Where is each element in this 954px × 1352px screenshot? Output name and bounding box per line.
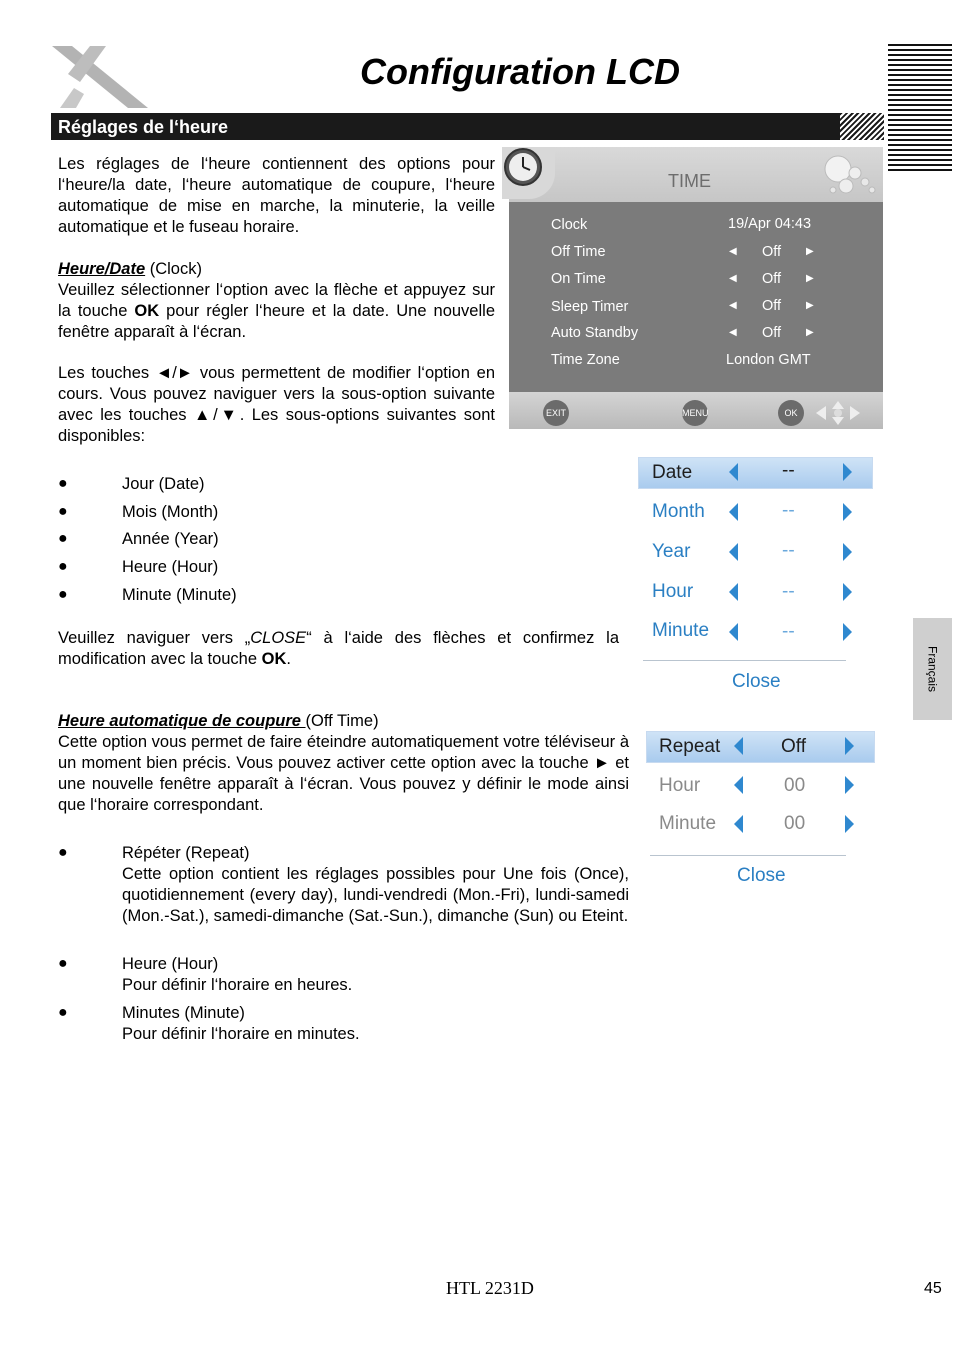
left-arrow-icon[interactable] [729, 503, 738, 521]
close-word: CLOSE [250, 629, 307, 647]
ok-key: OK [134, 302, 160, 320]
hour-row-value: -- [782, 581, 795, 602]
tv-row-on-time[interactable]: On Time [551, 271, 606, 287]
offtime-hour-value: 00 [784, 775, 806, 796]
tv-value-sleep-timer: Off [762, 298, 782, 314]
bullet-dot: ● [58, 503, 68, 520]
repeat-row-label[interactable]: Repeat [659, 736, 721, 757]
tv-menu-title: TIME [668, 171, 711, 191]
clock-p1-text: Veuillez sélectionner l‘option avec la flèche et appuyez sur la touche [58, 281, 495, 320]
clock-heading: Heure/Date [58, 260, 146, 278]
tv-value-time-zone: London GMT [726, 352, 811, 368]
bullet-dot: ● [58, 475, 68, 492]
tv-value-off-time: Off [762, 244, 782, 260]
repeat-row-value: Off [781, 736, 806, 757]
right-arrow-icon[interactable] [845, 737, 854, 755]
exit-button[interactable]: EXIT [543, 400, 569, 426]
right-arrow-icon[interactable] [843, 543, 852, 561]
left-arrow-icon: ◀ [729, 273, 737, 284]
bullet-minutes-desc: Pour définir l‘horaire en minutes. [122, 1025, 360, 1043]
date-row-value: -- [782, 460, 795, 481]
tv-value-on-time: Off [762, 271, 782, 287]
decorative-stripes [888, 44, 952, 172]
divider [650, 855, 846, 856]
page-title: Configuration LCD [360, 51, 680, 92]
right-arrow-icon: ▶ [806, 273, 814, 284]
right-arrow-icon[interactable] [843, 503, 852, 521]
ok-key: OK [261, 650, 287, 668]
bullet-dot: ● [58, 530, 68, 547]
tv-row-time-zone[interactable]: Time Zone [551, 352, 620, 368]
left-arrow-icon[interactable] [729, 583, 738, 601]
right-arrow-icon[interactable] [843, 463, 852, 481]
left-arrow-icon[interactable] [734, 815, 743, 833]
bullet-minutes-title: Minutes (Minute) [122, 1004, 245, 1022]
clock-icon [502, 147, 546, 189]
bullet-hour-desc: Pour définir l‘horaire en heures. [122, 976, 353, 994]
clock-paragraph-3 [58, 628, 619, 670]
tv-row-off-time[interactable]: Off Time [551, 244, 606, 260]
clock-paragraph-2: Les touches ◄/► vous permettent de modifier l‘option en cours. Vous pouvez naviguer vers la sous-option suivante avec les touches ▲/▼. Les sous-options suivantes sont disponibles: [58, 364, 495, 445]
clock-p1-text-end: pour régler l‘heure et la date. Une nouvelle fenêtre apparaît à l‘écran. [58, 302, 495, 341]
page-number: 45 [924, 1280, 942, 1297]
tv-row-sleep-timer[interactable]: Sleep Timer [551, 299, 629, 315]
bubbles-icon [820, 152, 880, 197]
right-arrow-icon: ▶ [806, 300, 814, 311]
bullet-hour: Heure (Hour) [122, 558, 219, 576]
p3-text: Veuillez naviguer vers „ [58, 629, 251, 647]
offtime-paragraph: Cette option vous permet de faire éteindre automatiquement votre téléviseur à un moment bien précis. Vous pouvez activer cette option avec la touche ► et une nouvelle fenêtre apparaît à l‘écran. Vous pouvez y définir le mode ainsi que l‘horaire correspondant. [58, 733, 629, 814]
clock-paragraph-1 [58, 280, 495, 343]
tv-row-clock[interactable]: Clock [551, 217, 588, 233]
right-arrow-icon[interactable] [843, 583, 852, 601]
date-close-button[interactable]: Close [732, 671, 781, 692]
left-arrow-icon: ◀ [729, 300, 737, 311]
right-arrow-icon: ▶ [806, 327, 814, 338]
bullet-dot: ● [58, 586, 68, 603]
hour-row-label[interactable]: Hour [652, 581, 694, 602]
clock-heading-line [58, 259, 495, 280]
divider [643, 660, 846, 661]
footer-model: HTL 2231D [446, 1278, 534, 1298]
bullet-year: Année (Year) [122, 530, 219, 548]
offtime-heading: Heure automatique de coupure [58, 712, 306, 730]
navigation-arrows-icon [814, 400, 862, 426]
bullet-repeat-title: Répéter (Repeat) [122, 844, 250, 862]
year-row-label[interactable]: Year [652, 541, 691, 562]
minute-row-label[interactable]: Minute [652, 620, 710, 641]
offtime-close-button[interactable]: Close [737, 865, 786, 886]
p3-text-end: . [286, 650, 291, 668]
bullet-dot: ● [58, 844, 68, 861]
left-arrow-icon[interactable] [729, 543, 738, 561]
bullet-repeat-desc: Cette option contient les réglages possibles pour Une fois (Once), quotidiennement (every day), lundi-vendredi (Mon.-Fri), lundi-samedi (Mon.-Sat.), samedi-dimanche (Sat.-Sun.), dimanche (Sun) ou Eteint. [122, 865, 629, 925]
right-arrow-icon[interactable] [845, 815, 854, 833]
month-row-label[interactable]: Month [652, 501, 705, 522]
left-arrow-icon: ◀ [729, 246, 737, 257]
right-arrow-icon[interactable] [843, 623, 852, 641]
minute-row-value: -- [782, 621, 795, 642]
bullet-dot: ● [58, 1004, 68, 1021]
bullet-hour-title: Heure (Hour) [122, 955, 219, 973]
menu-button[interactable]: MENU [682, 400, 708, 426]
bullet-dot: ● [58, 558, 68, 575]
p3-text-mid: “ à l‘aide des flèches et confirmez la modification avec la touche [58, 629, 619, 668]
left-arrow-icon: ◀ [729, 327, 737, 338]
clock-heading-suffix: (Clock) [145, 260, 202, 278]
intro-paragraph: Les réglages de l‘heure contiennent des options pour l‘heure/la date, l‘heure automatique de coupure, l‘heure automatique de mise en marche, la minuterie, la veille automatique et le fuseau horaire. [58, 155, 495, 236]
right-arrow-icon: ▶ [806, 246, 814, 257]
bullet-date: Jour (Date) [122, 475, 205, 493]
offtime-heading-line [58, 711, 379, 732]
language-tab-label: Français [925, 645, 940, 692]
left-arrow-icon[interactable] [729, 463, 738, 481]
tv-row-auto-standby[interactable]: Auto Standby [551, 325, 639, 341]
tv-value-auto-standby: Off [762, 325, 782, 341]
year-row-value: -- [782, 540, 795, 561]
offtime-minute-label[interactable]: Minute [659, 813, 717, 834]
bullet-minute: Minute (Minute) [122, 586, 237, 604]
section-bar-hatch [840, 113, 884, 140]
offtime-minute-value: 00 [784, 813, 806, 834]
offtime-heading-suffix: (Off Time) [305, 712, 379, 730]
left-arrow-icon[interactable] [734, 737, 743, 755]
month-row-value: -- [782, 500, 795, 521]
bullet-dot: ● [58, 955, 68, 972]
tv-value-clock: 19/Apr 04:43 [728, 216, 812, 232]
date-row-label[interactable]: Date [652, 462, 693, 483]
right-arrow-icon[interactable] [845, 776, 854, 794]
ok-button[interactable]: OK [778, 400, 804, 426]
section-title: Réglages de l‘heure [58, 117, 229, 137]
left-arrow-icon[interactable] [734, 776, 743, 794]
brand-logo [50, 44, 150, 110]
offtime-hour-label[interactable]: Hour [659, 775, 701, 796]
bullet-month: Mois (Month) [122, 503, 219, 521]
left-arrow-icon[interactable] [729, 623, 738, 641]
